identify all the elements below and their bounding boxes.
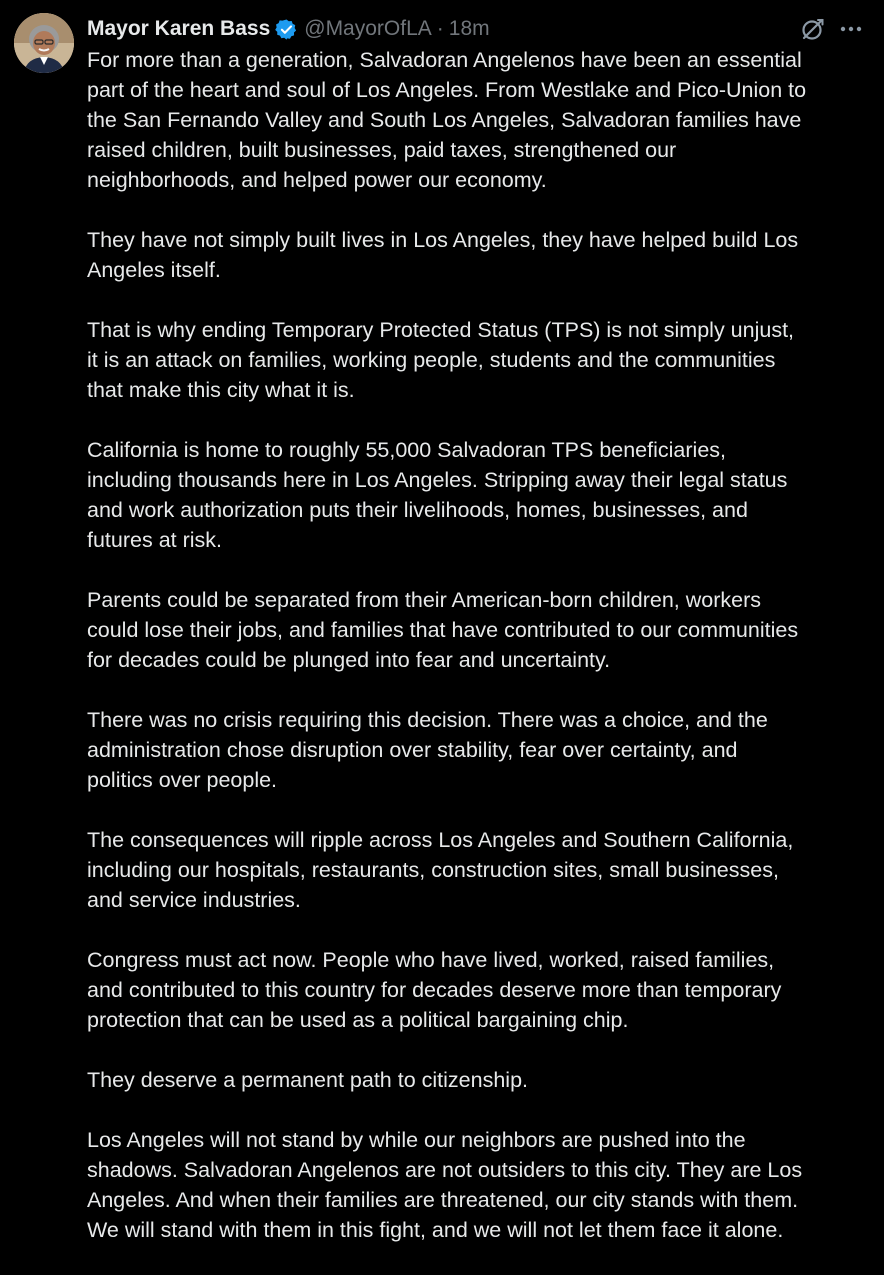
tweet-paragraph: Los Angeles will not stand by while our neighbors are pushed into the shadows. Salvadoran Angelenos are not outsiders to this city. They are Los Angeles. And when their families are threatened, our city stands with them. We will stand with them in this fight, and we will not let them face it alone. <box>87 1128 803 1242</box>
user-handle[interactable]: @MayorOfLA <box>304 17 432 40</box>
tweet-timestamp[interactable]: 18m <box>448 17 490 40</box>
tweet-paragraph: That is why ending Temporary Protected Status (TPS) is not simply unjust, it is an attack on families, working people, students and the communities that make this city what it is. <box>87 318 795 402</box>
tweet-paragraph: For more than a generation, Salvadoran Angelenos have been an essential part of the heart and soul of Los Angeles. From Westlake and Pico-Union to the San Fernando Valley and South Los Angeles, Salvadoran families have raised children, built businesses, paid taxes, strengthened our neighborhoods, and helped power our economy. <box>87 48 807 192</box>
grok-icon[interactable] <box>800 16 826 42</box>
display-name[interactable]: Mayor Karen Bass <box>87 17 271 40</box>
tweet-paragraph: California is home to roughly 55,000 Salvadoran TPS beneficiaries, including thousands here in Los Angeles. Stripping away their legal status and work authorization puts their livelihoods, homes, businesses, and futures at risk. <box>87 438 788 552</box>
header-separator: · <box>436 17 444 40</box>
tweet-body <box>87 45 877 1275</box>
tweet-paragraph: The consequences will ripple across Los Angeles and Southern California, including our hospitals, restaurants, construction sites, small businesses, and service industries. <box>87 828 794 912</box>
tweet-paragraph: Parents could be separated from their American-born children, workers could lose their jobs, and families that have contributed to our communities for decades could be plunged into fear and uncertainty. <box>87 588 799 672</box>
tweet-paragraph: They have not simply built lives in Los Angeles, they have helped build Los Angeles itself. <box>87 228 799 282</box>
more-options-icon[interactable] <box>838 18 864 40</box>
verified-badge-icon[interactable] <box>275 18 298 41</box>
avatar[interactable] <box>14 13 74 73</box>
avatar-photo-icon <box>14 13 74 73</box>
tweet-header <box>87 14 490 44</box>
tweet-paragraph: They deserve a permanent path to citizenship. <box>87 1068 529 1092</box>
tweet-paragraph: There was no crisis requiring this decision. There was a choice, and the administration chose disruption over stability, fear over certainty, and politics over people. <box>87 708 768 792</box>
tweet-paragraph: Congress must act now. People who have lived, worked, raised families, and contributed to this country for decades deserve more than temporary protection that can be used as a political bargaining chip. <box>87 948 782 1032</box>
